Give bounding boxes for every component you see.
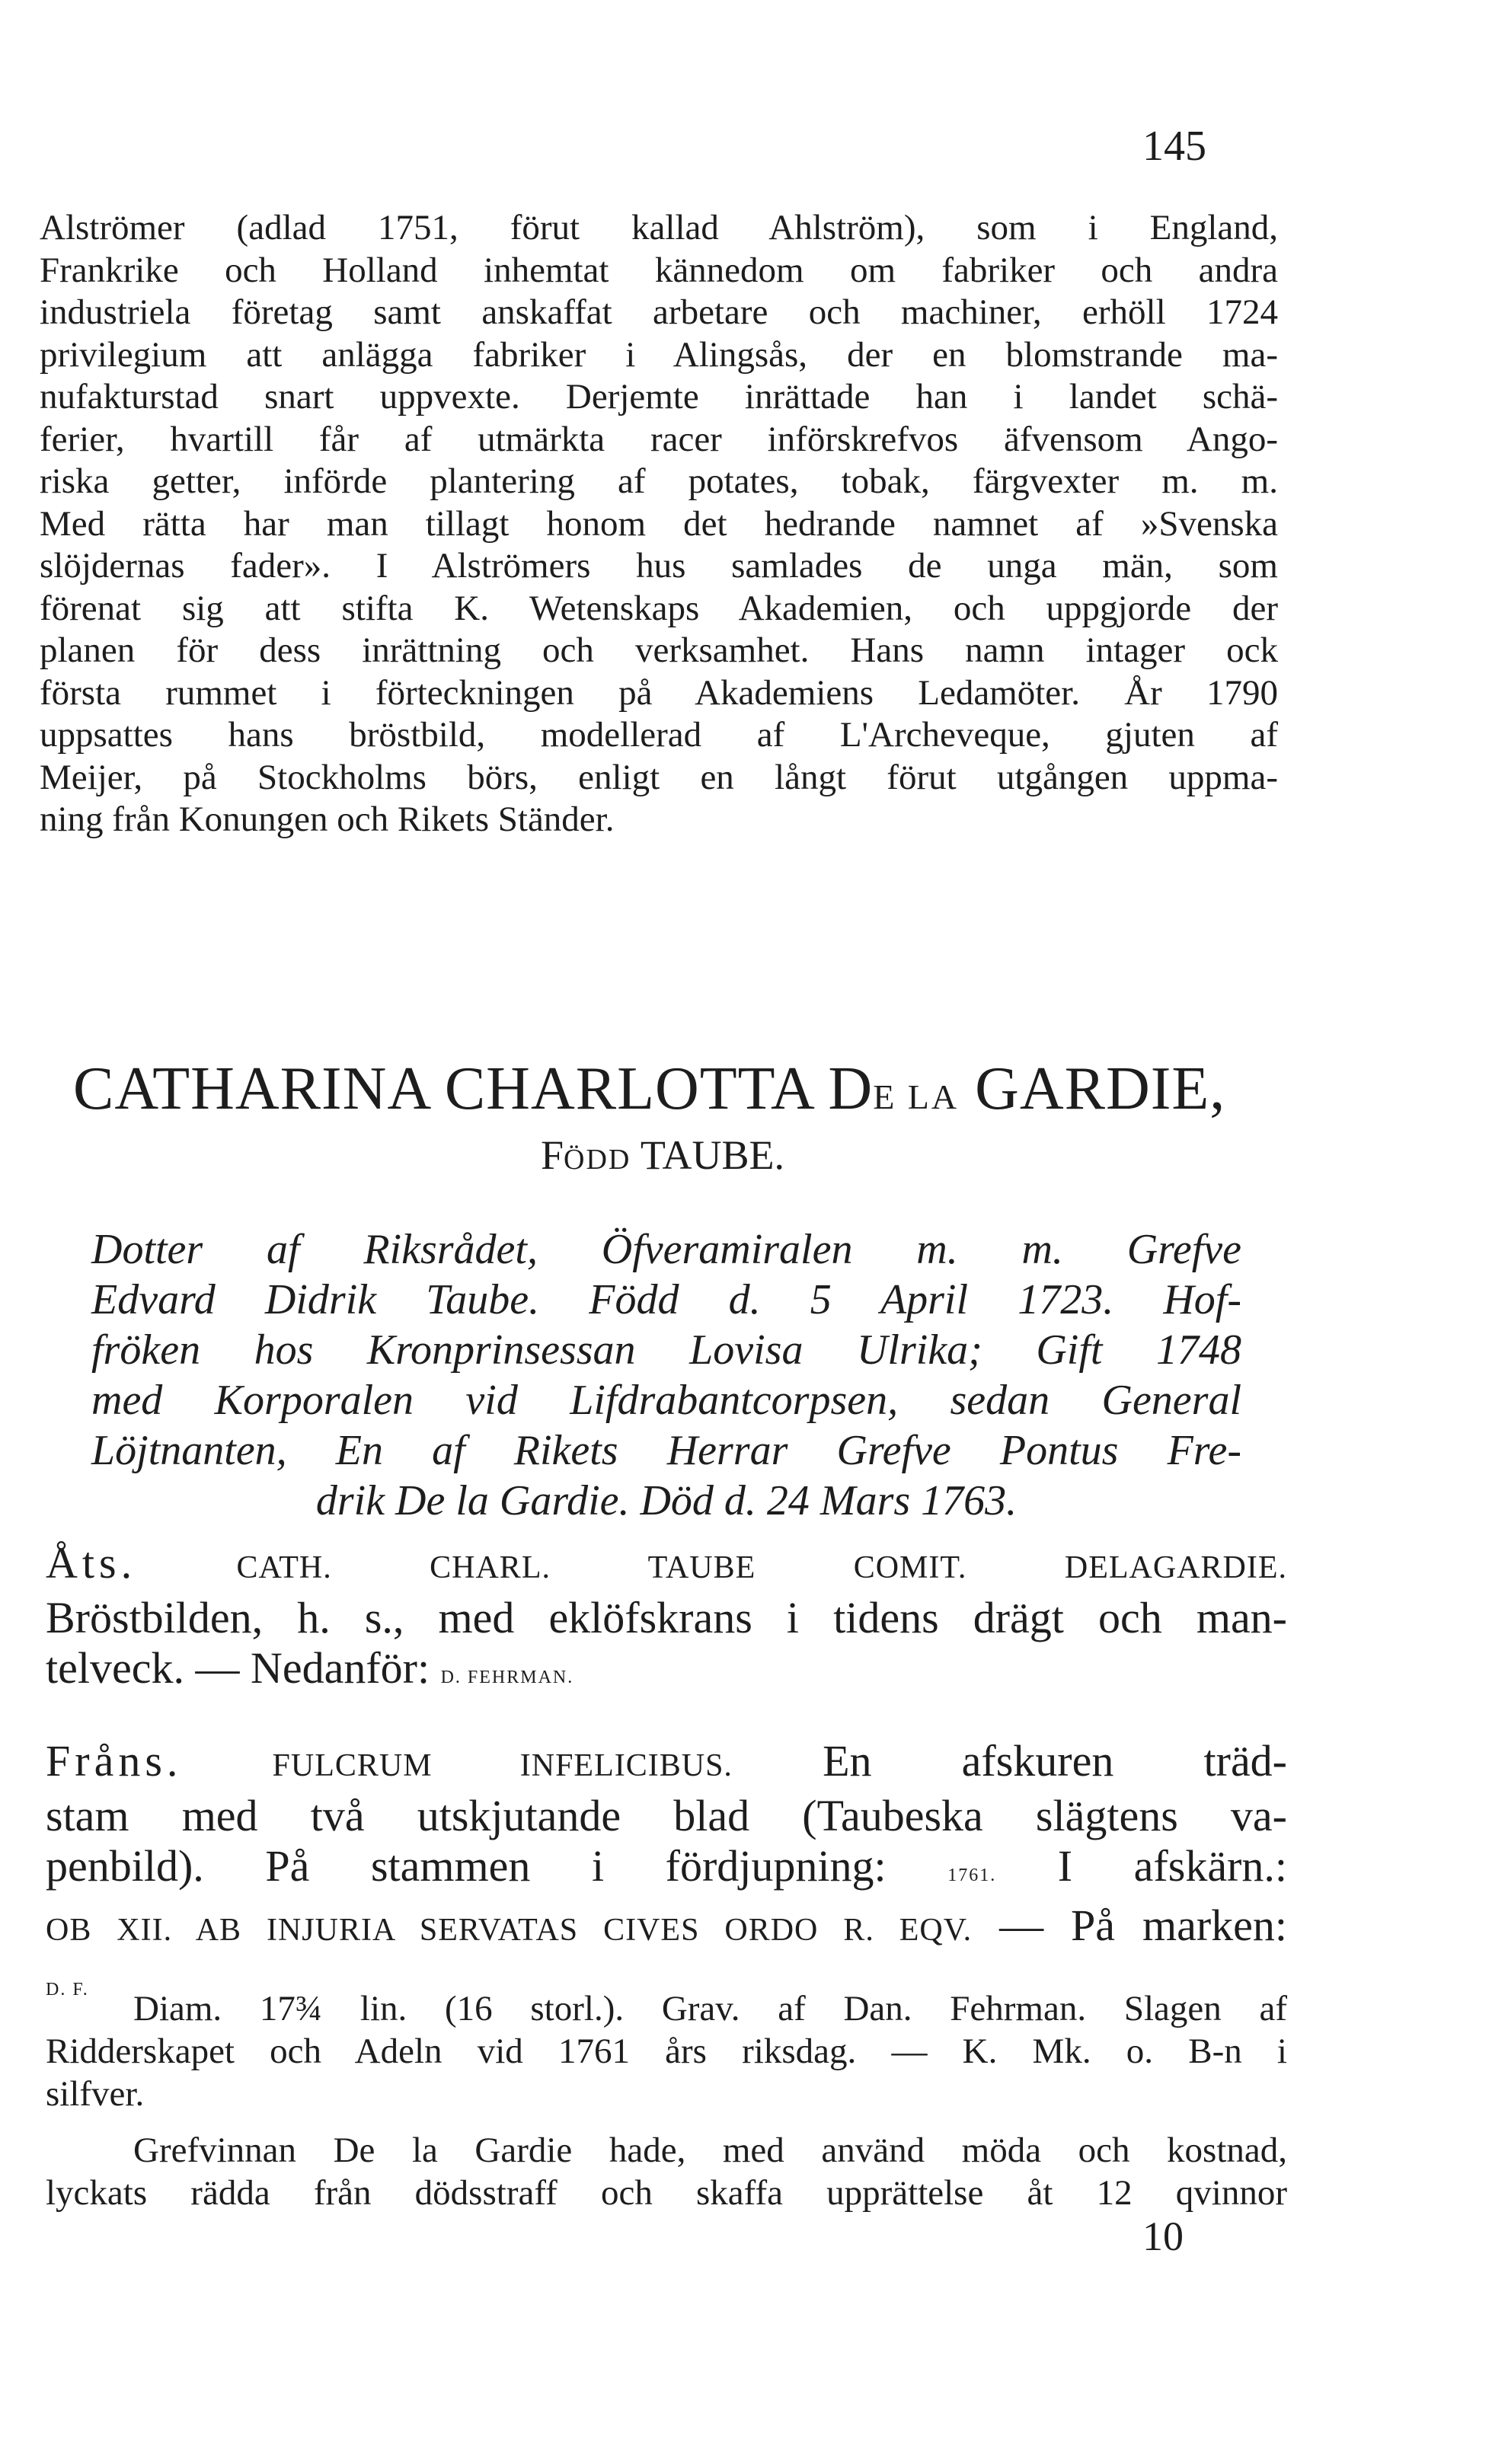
reverse-line	[46, 1841, 1287, 1901]
obverse-line	[46, 1643, 1287, 1703]
text-line: ning från Konungen och Rikets Ständer.	[40, 800, 615, 839]
text-line: lyckats rädda från dödsstraff och skaffa upprättelse åt 12 qvinnor	[46, 2173, 1287, 2213]
born-name: TAUBE.	[631, 1132, 785, 1178]
page-number: 145	[1142, 123, 1206, 170]
medal-details	[46, 1987, 1287, 2115]
obverse-text: telveck. — Nedanför:	[46, 1643, 441, 1693]
heading-e-la: E LA	[873, 1077, 960, 1116]
bio-line: med Korporalen vid Lifdrabantcorpsen, sedan General	[91, 1377, 1241, 1424]
text-line: Meijer, på Stockholms börs, enligt en långt förut utgången uppma-	[40, 757, 1278, 797]
engraver-signature: D. FEHRMAN.	[440, 1668, 574, 1687]
reverse-text: En afskuren träd-	[732, 1736, 1287, 1786]
bio-line: Dotter af Riksrådet, Öfveramiralen m. m. Grefve	[91, 1226, 1241, 1273]
biography	[91, 1224, 1241, 1526]
reverse-text: — På marken:	[972, 1901, 1287, 1950]
details-line: silfver.	[46, 2074, 145, 2114]
born-f: F	[540, 1132, 564, 1178]
obverse-line	[46, 1538, 1287, 1593]
text-line: ferier, hvartill får af utmärkta racer införskrefvos äfvensom Ango-	[40, 419, 1278, 459]
reverse-signature: D. F.	[46, 1980, 89, 2000]
obverse-label: Åts.	[46, 1538, 137, 1588]
text-line: uppsattes hans bröstbild, modellerad af L'Archeveque, gjuten af	[40, 715, 1278, 755]
reverse-line	[46, 1901, 1287, 1955]
text-line: slöjdernas fader». I Alströmers hus samlades de unga män, som	[40, 546, 1278, 586]
exergue-legend: OB XII. AB INJURIA SERVATAS CIVES ORDO R. EQV.	[46, 1913, 973, 1948]
paragraph-alstromer	[40, 207, 1278, 841]
text-line: Grefvinnan De la Gardie hade, med använd möda och kostnad,	[133, 2130, 1287, 2170]
details-line: Diam. 17¾ lin. (16 storl.). Grav. af Dan. Fehrman. Slagen af	[133, 1989, 1287, 2028]
text-line: planen för dess inrättning och verksamhet. Hans namn intager ock	[40, 630, 1278, 670]
text-line: Med rätta har man tillagt honom det hedrande namnet af »Svenska	[40, 503, 1278, 544]
obverse-line: Bröstbilden, h. s., med eklöfskrans i tidens drägt och man-	[46, 1593, 1287, 1642]
reverse-label: Fråns.	[46, 1736, 183, 1786]
details-line: Ridderskapet och Adeln vid 1761 års riksdag. — K. Mk. o. B-n i	[46, 2032, 1287, 2071]
reverse-line	[46, 1736, 1287, 1791]
heading-name-part2: GARDIE,	[959, 1055, 1226, 1122]
bio-line: fröken hos Kronprinsessan Lovisa Ulrika; Gift 1748	[91, 1326, 1241, 1374]
signature-mark: 10	[1142, 2213, 1184, 2259]
text-line: första rummet i förteckningen på Akademiens Ledamöter. År 1790	[40, 672, 1278, 713]
heading-name-part1: CATHARINA CHARLOTTA	[73, 1055, 829, 1122]
reverse-line: stam med två utskjutande blad (Taubeska slägtens va-	[46, 1791, 1287, 1840]
reverse-legend: FULCRUM INFELICIBUS.	[272, 1748, 733, 1783]
bio-line: drik De la Gardie. Död d. 24 Mars 1763.	[315, 1477, 1018, 1524]
text-line: industriela företag samt anskaffat arbetare och machiner, erhöll 1724	[40, 292, 1278, 332]
obverse-legend: CATH. CHARL. TAUBE COMIT. DELAGARDIE.	[236, 1550, 1287, 1585]
bio-line: Edvard Didrik Taube. Född d. 5 April 1723. Hof-	[91, 1276, 1241, 1323]
text-line: riska getter, införde plantering af potates, tobak, färgvexter m. m.	[40, 461, 1278, 501]
text-line: Frankrike och Holland inhemtat kännedom om fabriker och andra	[40, 250, 1278, 290]
reverse-year: 1761.	[947, 1866, 997, 1885]
text-line: nufakturstad snart uppvexte. Derjemte inrättade han i landet schä-	[40, 377, 1278, 417]
text-line: förenat sig att stifta K. Wetenskaps Akademien, och uppgjorde der	[40, 588, 1278, 628]
bio-line: Löjtnanten, En af Rikets Herrar Grefve Pontus Fre-	[91, 1427, 1241, 1474]
section-subheading	[0, 1132, 1325, 1178]
reverse-text: I afskärn.:	[996, 1841, 1287, 1891]
born-rest: ÖDD	[564, 1144, 631, 1176]
section-heading	[73, 1055, 1246, 1122]
paragraph-grefvinnan	[46, 2129, 1287, 2214]
reverse-text: penbild). På stammen i fördjupning:	[46, 1841, 948, 1891]
text-line: Alströmer (adlad 1751, förut kallad Ahlström), som i England,	[40, 208, 1278, 247]
text-line: privilegium att anlägga fabriker i Alingsås, der en blomstrande ma-	[40, 334, 1278, 375]
heading-de: D	[828, 1055, 874, 1122]
obverse-description	[46, 1538, 1287, 1703]
reverse-description	[46, 1736, 1287, 2015]
